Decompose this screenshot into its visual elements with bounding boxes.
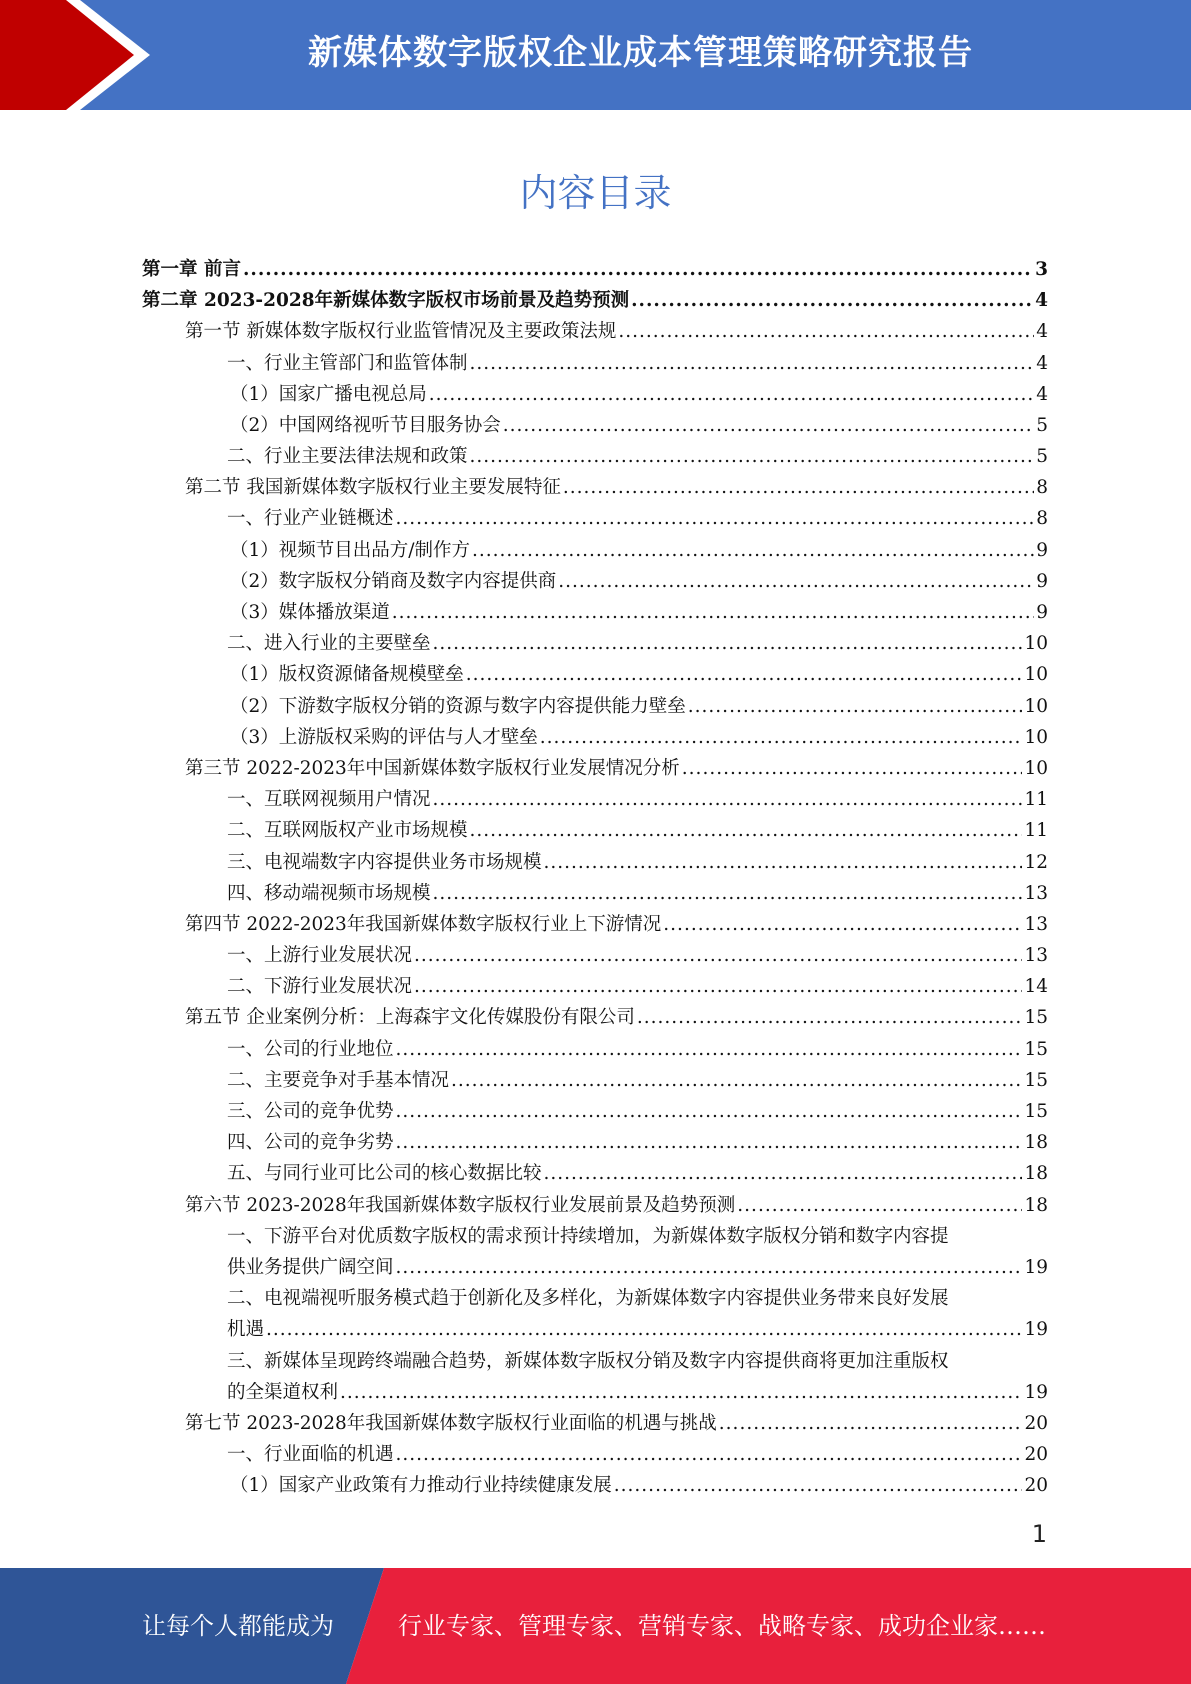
toc-entry[interactable] (142, 1439, 1048, 1470)
toc-entry-title: 二、进入行业的主要壁垒 (227, 633, 431, 655)
toc-entry-title: 一、行业面临的机遇 (227, 1444, 394, 1466)
toc-page-number: 12 (1024, 851, 1048, 873)
toc-entry-title: 第五节 企业案例分析：上海森宇文化传媒股份有限公司 (185, 1007, 635, 1029)
toc-entry[interactable] (142, 316, 1048, 347)
toc-leader-dots (266, 1314, 1022, 1345)
toc-leader-dots (396, 503, 1035, 534)
toc-entry-title: 第二章 2023-2028年新媒体数字版权市场前景及趋势预测 (142, 290, 630, 312)
toc-page-number: 10 (1024, 633, 1048, 655)
toc-leader-dots (396, 1127, 1023, 1158)
toc-entry-title: 二、下游行业发展状况 (227, 976, 413, 998)
toc-entry-title-continued: 机遇 (227, 1319, 265, 1341)
toc-entry[interactable] (142, 535, 1048, 566)
toc-entry[interactable] (142, 971, 1048, 1002)
toc-leader-dots (466, 659, 1023, 690)
toc-leader-dots (396, 1252, 1023, 1283)
header-band (0, 0, 1191, 110)
toc-leader-dots (472, 535, 1034, 566)
toc-leader-dots (503, 410, 1034, 441)
toc-entry[interactable] (142, 254, 1048, 285)
toc-entry[interactable] (142, 348, 1048, 379)
toc-leader-dots (433, 628, 1023, 659)
toc-page-number: 15 (1024, 1101, 1048, 1123)
toc-entry-title: 五、与同行业可比公司的核心数据比较 (227, 1163, 542, 1185)
toc-entry[interactable] (142, 1127, 1048, 1158)
toc-entry[interactable] (142, 1346, 1048, 1408)
toc-entry[interactable] (142, 847, 1048, 878)
toc-page-number: 8 (1036, 477, 1048, 499)
toc-leader-dots (540, 722, 1023, 753)
toc-page-number: 3 (1035, 258, 1048, 280)
toc-page-number: 4 (1036, 352, 1048, 374)
toc-page-number: 11 (1024, 820, 1048, 842)
toc-entry-title: 第一节 新媒体数字版权行业监管情况及主要政策法规 (185, 321, 617, 343)
toc-leader-dots (470, 815, 1023, 846)
toc-entry[interactable] (142, 410, 1048, 441)
toc-page-number: 9 (1036, 602, 1048, 624)
toc-page-number: 18 (1024, 1194, 1048, 1216)
toc-entry-title: （2）数字版权分销商及数字内容提供商 (230, 570, 557, 592)
toc-leader-dots (719, 1408, 1023, 1439)
toc-leader-dots (243, 254, 1033, 285)
toc-entry[interactable] (142, 472, 1048, 503)
toc-entry-title: 一、行业产业链概述 (227, 508, 394, 530)
toc-leader-dots (433, 784, 1023, 815)
toc-page-number: 4 (1035, 290, 1048, 312)
toc-entry[interactable] (142, 379, 1048, 410)
toc-entry-title: 三、公司的竞争优势 (227, 1101, 394, 1123)
toc-page-number: 13 (1024, 945, 1048, 967)
toc-page-number: 5 (1036, 446, 1048, 468)
toc-entry-title: 一、下游平台对优质数字版权的需求预计持续增加，为新媒体数字版权分销和数字内容提 (227, 1225, 949, 1247)
toc-entry-title: 第三节 2022-2023年中国新媒体数字版权行业发展情况分析 (185, 757, 680, 779)
toc-page-number: 4 (1036, 383, 1048, 405)
toc-entry[interactable] (142, 659, 1048, 690)
toc-page-number: 11 (1024, 789, 1048, 811)
toc-leader-dots (414, 940, 1022, 971)
toc-page-number: 19 (1024, 1256, 1048, 1278)
toc-page-number: 18 (1024, 1132, 1048, 1154)
toc-entry[interactable] (142, 1065, 1048, 1096)
toc-entry[interactable] (142, 878, 1048, 909)
toc-leader-dots (563, 472, 1034, 503)
toc-page-number: 18 (1024, 1163, 1048, 1185)
toc-page-number: 10 (1024, 695, 1048, 717)
toc-entry-title: （1）国家广播电视总局 (230, 383, 427, 405)
toc-page-number: 20 (1024, 1412, 1048, 1434)
toc-leader-dots (451, 1065, 1022, 1096)
toc-page-number: 10 (1024, 664, 1048, 686)
toc-leader-dots (682, 753, 1023, 784)
toc-entry-title: 一、公司的行业地位 (227, 1038, 394, 1060)
toc-entry-title: 四、公司的竞争劣势 (227, 1132, 394, 1154)
toc-entry[interactable] (142, 504, 1048, 535)
toc-entry-title: 四、移动端视频市场规模 (227, 882, 431, 904)
toc-page-number: 5 (1036, 414, 1048, 436)
toc-leader-dots (470, 348, 1035, 379)
toc-page-number: 15 (1024, 1038, 1048, 1060)
toc-entry-title-continued: 供业务提供广阔空间 (227, 1256, 394, 1278)
toc-leader-dots (631, 285, 1033, 316)
toc-entry-title-continued: 的全渠道权利 (227, 1381, 339, 1403)
toc-entry-title: 第二节 我国新媒体数字版权行业主要发展特征 (185, 477, 561, 499)
toc-leader-dots (470, 441, 1035, 472)
toc-leader-dots (544, 1158, 1023, 1189)
toc-leader-dots (637, 1002, 1023, 1033)
toc-page-number: 19 (1024, 1319, 1048, 1341)
toc-entry[interactable] (142, 628, 1048, 659)
toc-leader-dots (558, 566, 1034, 597)
toc-entry-title: 二、电视端视听服务模式趋于创新化及多样化，为新媒体数字内容提供业务带来良好发展 (227, 1288, 949, 1310)
toc-entry[interactable] (142, 1003, 1048, 1034)
table-of-contents (142, 254, 1048, 1502)
footer-slogan-left: 让每个人都能成为 (142, 1612, 334, 1640)
toc-entry-title: 二、行业主要法律法规和政策 (227, 446, 468, 468)
toc-entry[interactable] (142, 1283, 1048, 1345)
toc-leader-dots (618, 316, 1034, 347)
toc-entry-title: 二、互联网版权产业市场规模 (227, 820, 468, 842)
toc-entry-title: 第六节 2023-2028年我国新媒体数字版权行业发展前景及趋势预测 (185, 1194, 736, 1216)
toc-leader-dots (340, 1377, 1022, 1408)
toc-entry-title: （1）国家产业政策有力推动行业持续健康发展 (230, 1475, 612, 1497)
toc-entry[interactable] (142, 1158, 1048, 1189)
toc-page-number: 20 (1024, 1475, 1048, 1497)
toc-page-number: 8 (1036, 508, 1048, 530)
toc-entry[interactable] (142, 285, 1048, 316)
footer-band (0, 1568, 1191, 1684)
toc-entry[interactable] (142, 940, 1048, 971)
toc-leader-dots (614, 1470, 1023, 1501)
toc-page-number: 10 (1024, 757, 1048, 779)
toc-page-number: 9 (1036, 570, 1048, 592)
toc-leader-dots (544, 847, 1023, 878)
toc-entry-title: 第四节 2022-2023年我国新媒体数字版权行业上下游情况 (185, 913, 662, 935)
toc-page-number: 4 (1036, 321, 1048, 343)
toc-entry[interactable] (142, 1470, 1048, 1501)
toc-page-number: 15 (1024, 1007, 1048, 1029)
toc-leader-dots (414, 971, 1022, 1002)
toc-entry-title: （2）下游数字版权分销的资源与数字内容提供能力壁垒 (230, 695, 686, 717)
toc-entry-title: （2）中国网络视听节目服务协会 (230, 414, 501, 436)
toc-page-number: 19 (1024, 1381, 1048, 1403)
footer-slogan-right: 行业专家、管理专家、营销专家、战略专家、成功企业家…… (398, 1612, 1046, 1640)
toc-entry[interactable] (142, 1190, 1048, 1221)
toc-leader-dots (429, 379, 1034, 410)
toc-entry[interactable] (142, 1096, 1048, 1127)
toc-page-number: 10 (1024, 726, 1048, 748)
toc-page-number: 15 (1024, 1069, 1048, 1091)
toc-leader-dots (688, 691, 1023, 722)
toc-entry-title: 一、上游行业发展状况 (227, 945, 413, 967)
toc-entry[interactable] (142, 753, 1048, 784)
toc-entry-title: 二、主要竞争对手基本情况 (227, 1069, 450, 1091)
toc-entry[interactable] (142, 691, 1048, 722)
toc-entry-title: 三、电视端数字内容提供业务市场规模 (227, 851, 542, 873)
toc-page-number: 9 (1036, 539, 1048, 561)
toc-entry[interactable] (142, 597, 1048, 628)
toc-entry[interactable] (142, 909, 1048, 940)
toc-leader-dots (396, 1439, 1023, 1470)
toc-entry[interactable] (142, 1408, 1048, 1439)
toc-entry[interactable] (142, 1034, 1048, 1065)
toc-leader-dots (737, 1190, 1022, 1221)
toc-leader-dots (433, 878, 1023, 909)
toc-entry[interactable] (142, 784, 1048, 815)
report-title: 新媒体数字版权企业成本管理策略研究报告 (308, 33, 973, 73)
toc-entry[interactable] (142, 1221, 1048, 1283)
toc-entry[interactable] (142, 722, 1048, 753)
toc-entry-title: （3）上游版权采购的评估与人才壁垒 (230, 726, 538, 748)
toc-heading: 内容目录 (519, 171, 672, 215)
toc-leader-dots (396, 1034, 1023, 1065)
toc-entry[interactable] (142, 566, 1048, 597)
toc-entry-title: （3）媒体播放渠道 (230, 602, 390, 624)
page-number: 1 (1031, 1520, 1047, 1548)
toc-page-number: 20 (1024, 1444, 1048, 1466)
toc-entry[interactable] (142, 441, 1048, 472)
toc-entry-title: （1）版权资源储备规模壁垒 (230, 664, 464, 686)
toc-entry-title: 三、新媒体呈现跨终端融合趋势，新媒体数字版权分销及数字内容提供商将更加注重版权 (227, 1350, 949, 1372)
toc-entry-title: 一、行业主管部门和监管体制 (227, 352, 468, 374)
toc-leader-dots (396, 1096, 1023, 1127)
toc-page-number: 13 (1024, 882, 1048, 904)
toc-entry-title: （1）视频节目出品方/制作方 (230, 539, 471, 561)
toc-page-number: 14 (1024, 976, 1048, 998)
toc-page-number: 13 (1024, 913, 1048, 935)
toc-entry-title: 第一章 前言 (142, 258, 241, 280)
toc-leader-dots (663, 909, 1022, 940)
toc-entry-title: 第七节 2023-2028年我国新媒体数字版权行业面临的机遇与挑战 (185, 1412, 717, 1434)
toc-leader-dots (392, 597, 1034, 628)
toc-entry-title: 一、互联网视频用户情况 (227, 789, 431, 811)
toc-entry[interactable] (142, 815, 1048, 846)
